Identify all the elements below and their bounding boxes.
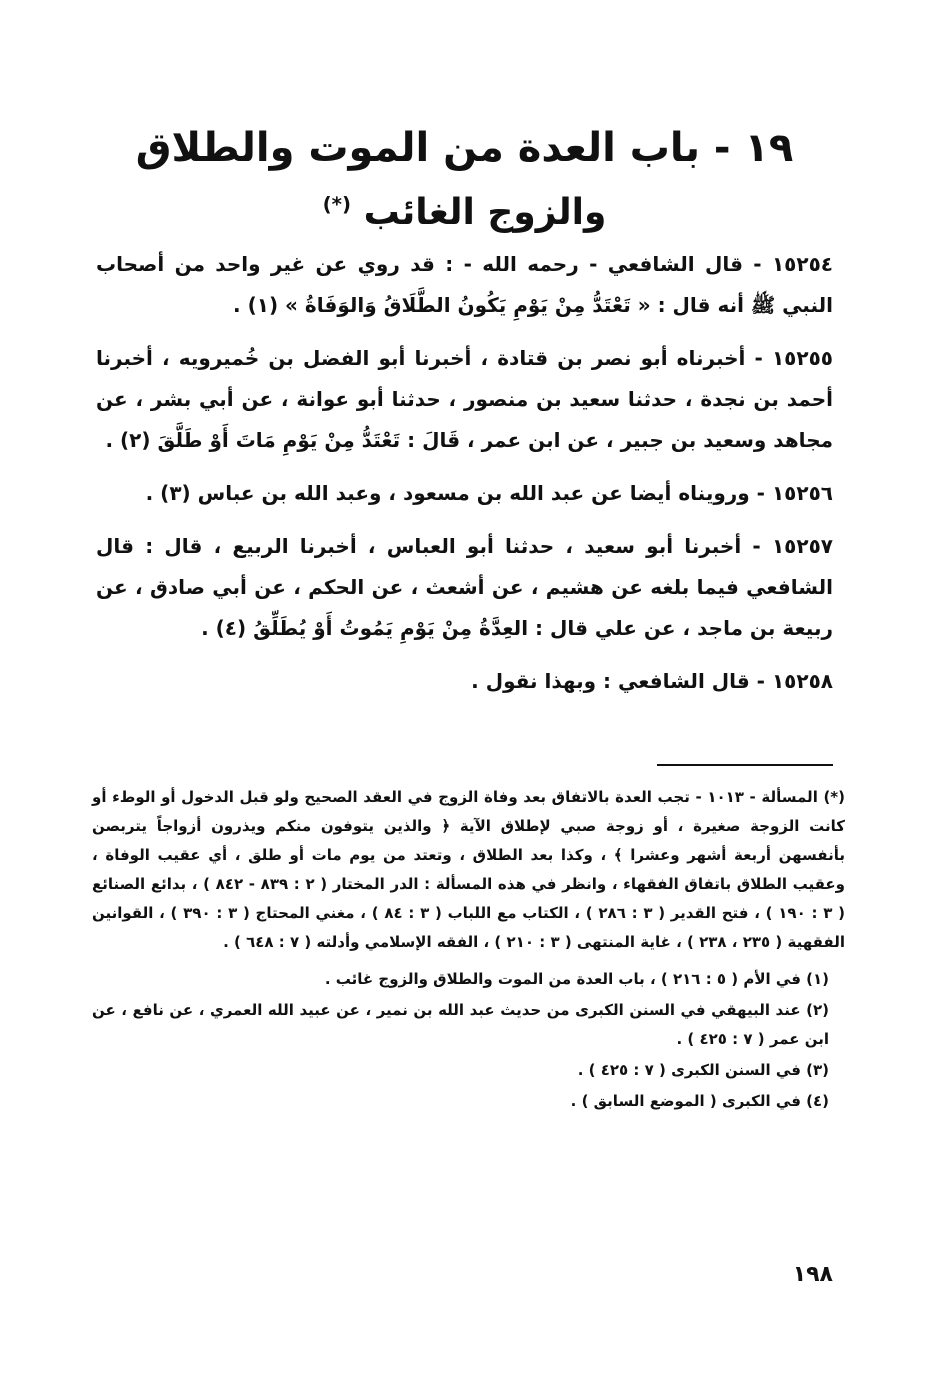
footnote-1: (١) في الأم ( ٥ : ٢١٦ ) ، باب العدة من الموت والطلاق والزوج غائب . [324,970,829,988]
chapter-title-text: والزوج الغائب [363,192,607,233]
footnote-3: (٣) في السنن الكبرى ( ٧ : ٤٢٥ ) . [577,1061,829,1079]
chapter-title-line-2 [96,180,833,238]
footnote-main: (*) المسألة - ١٠١٣ - تجب العدة بالاتفاق بعد وفاة الزوج في العقد الصحيح ولو قبل الدخول أو الوطء أو كانت الزوجة صغيرة ، أو زوجة صبي لإطلاق الآية ﴿ والذين يتوفون منكم ويذرون أزواجاً يتربصن بأنفسهن أربعة أشهر وعشرا ﴾ ، وكذا بعد الطلاق ، وتعتد من يوم مات أو طلق ، أي عقيب الوفاة ، وعقيب الطلاق باتفاق الفقهاء ، وانظر في هذه المسألة : الدر المختار ( ٢ : ٨٣٩ - ٨٤٢ ) ، بدائع الصنائع ( ٣ : ١٩٠ ) ، فتح القدير ( ٣ : ٢٨٦ ) ، الكتاب مع اللباب ( ٣ : ٨٤ ) ، مغني المحتاج ( ٣ : ٣٩٠ ) ، القوانين الفقهية ( ٢٣٥ ، ٢٣٨ ) ، غاية المنتهى ( ٣ : ٢١٠ ) ، الفقه الإسلامي وأدلته ( ٧ : ٦٤٨ ) . [92,788,845,951]
chapter-footnote-marker: (*) [322,193,352,216]
paragraph-15258: ١٥٢٥٨ - قال الشافعي : وبهذا نقول . [471,669,833,693]
footnotes [92,783,845,1118]
paragraph-15257: ١٥٢٥٧ - أخبرنا أبو سعيد ، حدثنا أبو العباس ، أخبرنا الربيع ، قال : قال الشافعي فيما بلغه عن هشيم ، عن أشعث ، عن الحكم ، عن أبي صادق ، عن ربيعة بن ماجد ، عن علي قال : العِدَّةُ مِنْ يَوْمِ يَمُوتُ أَوْ يُطَلِّقُ (٤) . [96,534,833,640]
main-text [96,244,833,714]
book-page [92,0,845,1379]
footnote-2: (٢) عند البيهقي في السنن الكبرى من حديث عبد الله بن نمير ، عن عبيد الله العمري ، عن نافع ، عن ابن عمر ( ٧ : ٤٢٥ ) . [92,1001,829,1048]
paragraph-15256: ١٥٢٥٦ - ورويناه أيضا عن عبد الله بن مسعود ، وعبد الله بن عباس (٣) . [145,481,833,505]
chapter-title-line-1: ١٩ - باب العدة من الموت والطلاق [135,125,794,171]
footnote-4: (٤) في الكبرى ( الموضع السابق ) . [570,1092,829,1110]
paragraph-15255: ١٥٢٥٥ - أخبرناه أبو نصر بن قتادة ، أخبرنا أبو الفضل بن خُميرويه ، أخبرنا أحمد بن نجدة ، حدثنا سعيد بن منصور ، حدثنا أبو عوانة ، عن أبي بشر ، عن مجاهد وسعيد بن جبير ، عن ابن عمر ، قَالَ : تَعْتَدُّ مِنْ يَوْمِ مَاتَ أَوْ طَلَّقَ (٢) . [96,346,833,452]
paragraph-15254: ١٥٢٥٤ - قال الشافعي - رحمه الله - : قد روي عن غير واحد من أصحاب النبي ﷺ أنه قال : « تَعْتَدُّ مِنْ يَوْمِ يَكُونُ الطَّلَاقُ وَالوَفَاةُ » (١) . [96,252,833,317]
page-number: ١٩٨ [792,1262,833,1287]
footnote-separator [657,764,833,766]
